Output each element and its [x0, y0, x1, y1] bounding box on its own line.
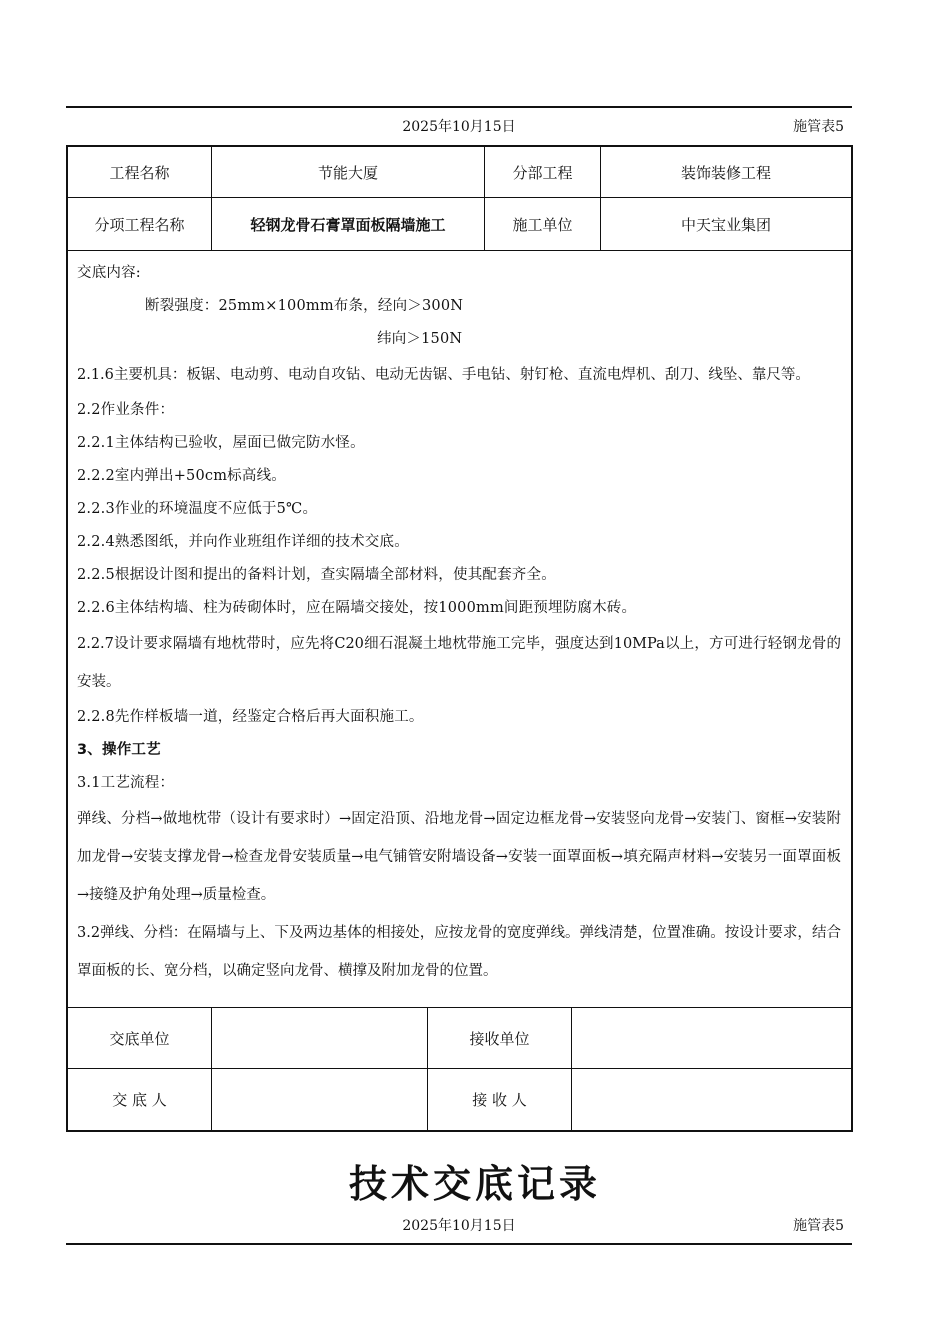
contractor-value: 中天宝业集团 [600, 198, 851, 250]
paragraph-process-flow: 弹线、分档→做地枕带（设计有要求时）→固定沿顶、沿地龙骨→固定边框龙骨→安装竖向龙骨→安装门、窗框→安装附加龙骨→安装支撑龙骨→检查龙骨安装质量→电气铺管安附墙设备→安装一面罩面板→填充隔声材料→安装另一面罩面板→接缝及护角处理→质量检查。 [77, 811, 841, 903]
section-3-heading: 3、操作工艺 [77, 742, 161, 758]
paragraph-2-2-5: 2.2.5根据设计图和提出的备料计划，查实隔墙全部材料，使其配套齐全。 [77, 567, 556, 583]
next-record-date: 2025年10月15日 [402, 1218, 516, 1234]
next-meta-row [66, 1215, 852, 1235]
issuer-unit-label: 交底单位 [109, 1029, 170, 1048]
record-date: 2025年10月15日 [402, 119, 516, 135]
header-row-2 [68, 198, 851, 251]
issuer-value[interactable] [211, 1069, 427, 1130]
project-name-value: 节能大厦 [211, 147, 484, 197]
division-value: 装饰装修工程 [600, 147, 851, 197]
project-name-label: 工程名称 [109, 163, 170, 182]
header-row-1 [68, 147, 851, 198]
form-number: 施管表5 [793, 119, 844, 135]
paragraph-2-2-4: 2.2.4熟悉图纸，并向作业班组作详细的技术交底。 [77, 534, 409, 550]
strength-line-weft: 纬向＞150N [377, 331, 463, 347]
record-table [66, 145, 853, 1132]
meta-row [66, 116, 852, 136]
issuer-unit-value[interactable] [211, 1008, 427, 1068]
issuer-label: 交 底 人 [112, 1091, 167, 1109]
receiver-value[interactable] [571, 1069, 851, 1130]
paragraph-2-2-2: 2.2.2室内弹出+50cm标高线。 [77, 468, 286, 484]
division-label: 分部工程 [484, 147, 600, 197]
bottom-rule [66, 1243, 852, 1245]
paragraph-2-2-1: 2.2.1主体结构已验收，屋面已做完防水怪。 [77, 435, 365, 451]
document-title: 技术交底记录 [348, 1162, 601, 1206]
paragraph-tools: 2.1.6主要机具：板锯、电动剪、电动自攻钻、电动无齿锯、手电钻、射钉枪、直流电焊机、刮刀、线坠、靠尺等。 [77, 367, 810, 383]
receiver-unit-value[interactable] [571, 1008, 851, 1068]
content-label: 交底内容: [77, 265, 141, 281]
receiver-unit-label: 接收单位 [427, 1008, 571, 1068]
footer-row-1 [68, 1008, 851, 1069]
disclosure-content [68, 251, 851, 1008]
paragraph-3-2: 3.2弹线、分档：在隔墙与上、下及两边基体的相接处，应按龙骨的宽度弹线。弹线清楚，位置准确。按设计要求，结合罩面板的长、宽分档，以确定竖向龙骨、横撑及附加龙骨的位置。 [77, 925, 841, 979]
paragraph-2-2-8: 2.2.8先作样板墙一道，经鉴定合格后再大面积施工。 [77, 709, 424, 725]
strength-line-warp: 断裂强度：25mm×100mm布条，经向＞300N [145, 298, 464, 314]
paragraph-2-2-3: 2.2.3作业的环境温度不应低于5℃。 [77, 501, 318, 517]
footer-row-2 [68, 1069, 851, 1130]
subitem-label: 分项工程名称 [94, 215, 185, 234]
paragraph-2-2-7: 2.2.7设计要求隔墙有地枕带时，应先将C20细石混凝土地枕带施工完毕，强度达到10MPa以上，方可进行轻钢龙骨的安装。 [77, 636, 841, 690]
paragraph-3-1: 3.1工艺流程： [77, 775, 175, 791]
subitem-value: 轻钢龙骨石膏罩面板隔墙施工 [211, 198, 484, 250]
next-form-number: 施管表5 [793, 1218, 844, 1234]
paragraph-conditions: 2.2作业条件： [77, 402, 175, 418]
contractor-label: 施工单位 [484, 198, 600, 250]
top-rule [66, 106, 852, 108]
receiver-label: 接 收 人 [427, 1069, 571, 1130]
paragraph-2-2-6: 2.2.6主体结构墙、柱为砖砌体时，应在隔墙交接处，按1000mm间距预埋防腐木砖。 [77, 600, 637, 616]
